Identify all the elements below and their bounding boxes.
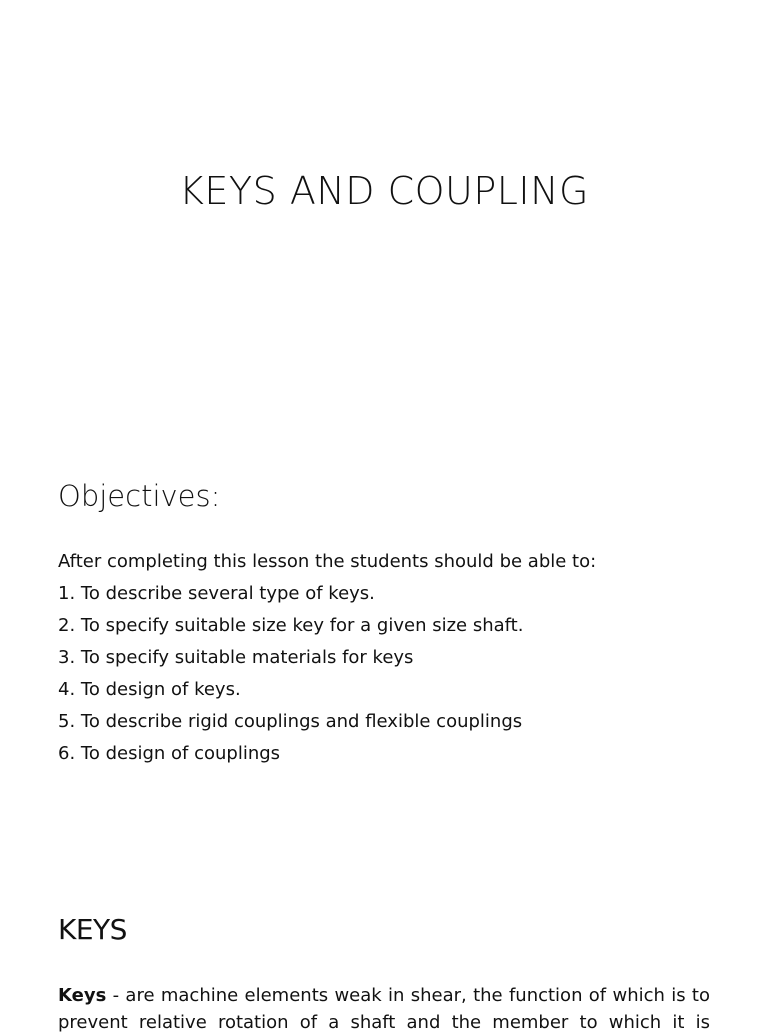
objectives-heading: Objectives: — [58, 479, 221, 513]
keys-definition-text: - are machine elements weak in shear, the function of which is to prevent relative rotation of a shaft and the member to which it is — [58, 985, 710, 1033]
objectives-intro: After completing this lesson the students should be able to: — [58, 551, 597, 572]
objectives-list — [58, 546, 718, 770]
objective-item-1: 1. To describe several type of keys. — [58, 583, 375, 604]
objective-item-6: 6. To design of couplings — [58, 743, 281, 764]
objective-item-2: 2. To specify suitable size key for a given size shaft. — [58, 615, 524, 636]
keys-heading: KEYS — [58, 913, 127, 946]
objective-item-5: 5. To describe rigid couplings and flexible couplings — [58, 711, 523, 732]
slide-title: KEYS AND COUPLING — [178, 169, 590, 213]
keys-term: Keys — [58, 985, 107, 1006]
keys-definition-paragraph — [58, 982, 710, 1036]
objective-item-3: 3. To specify suitable materials for keys — [58, 647, 414, 668]
objective-item-4: 4. To design of keys. — [58, 679, 241, 700]
